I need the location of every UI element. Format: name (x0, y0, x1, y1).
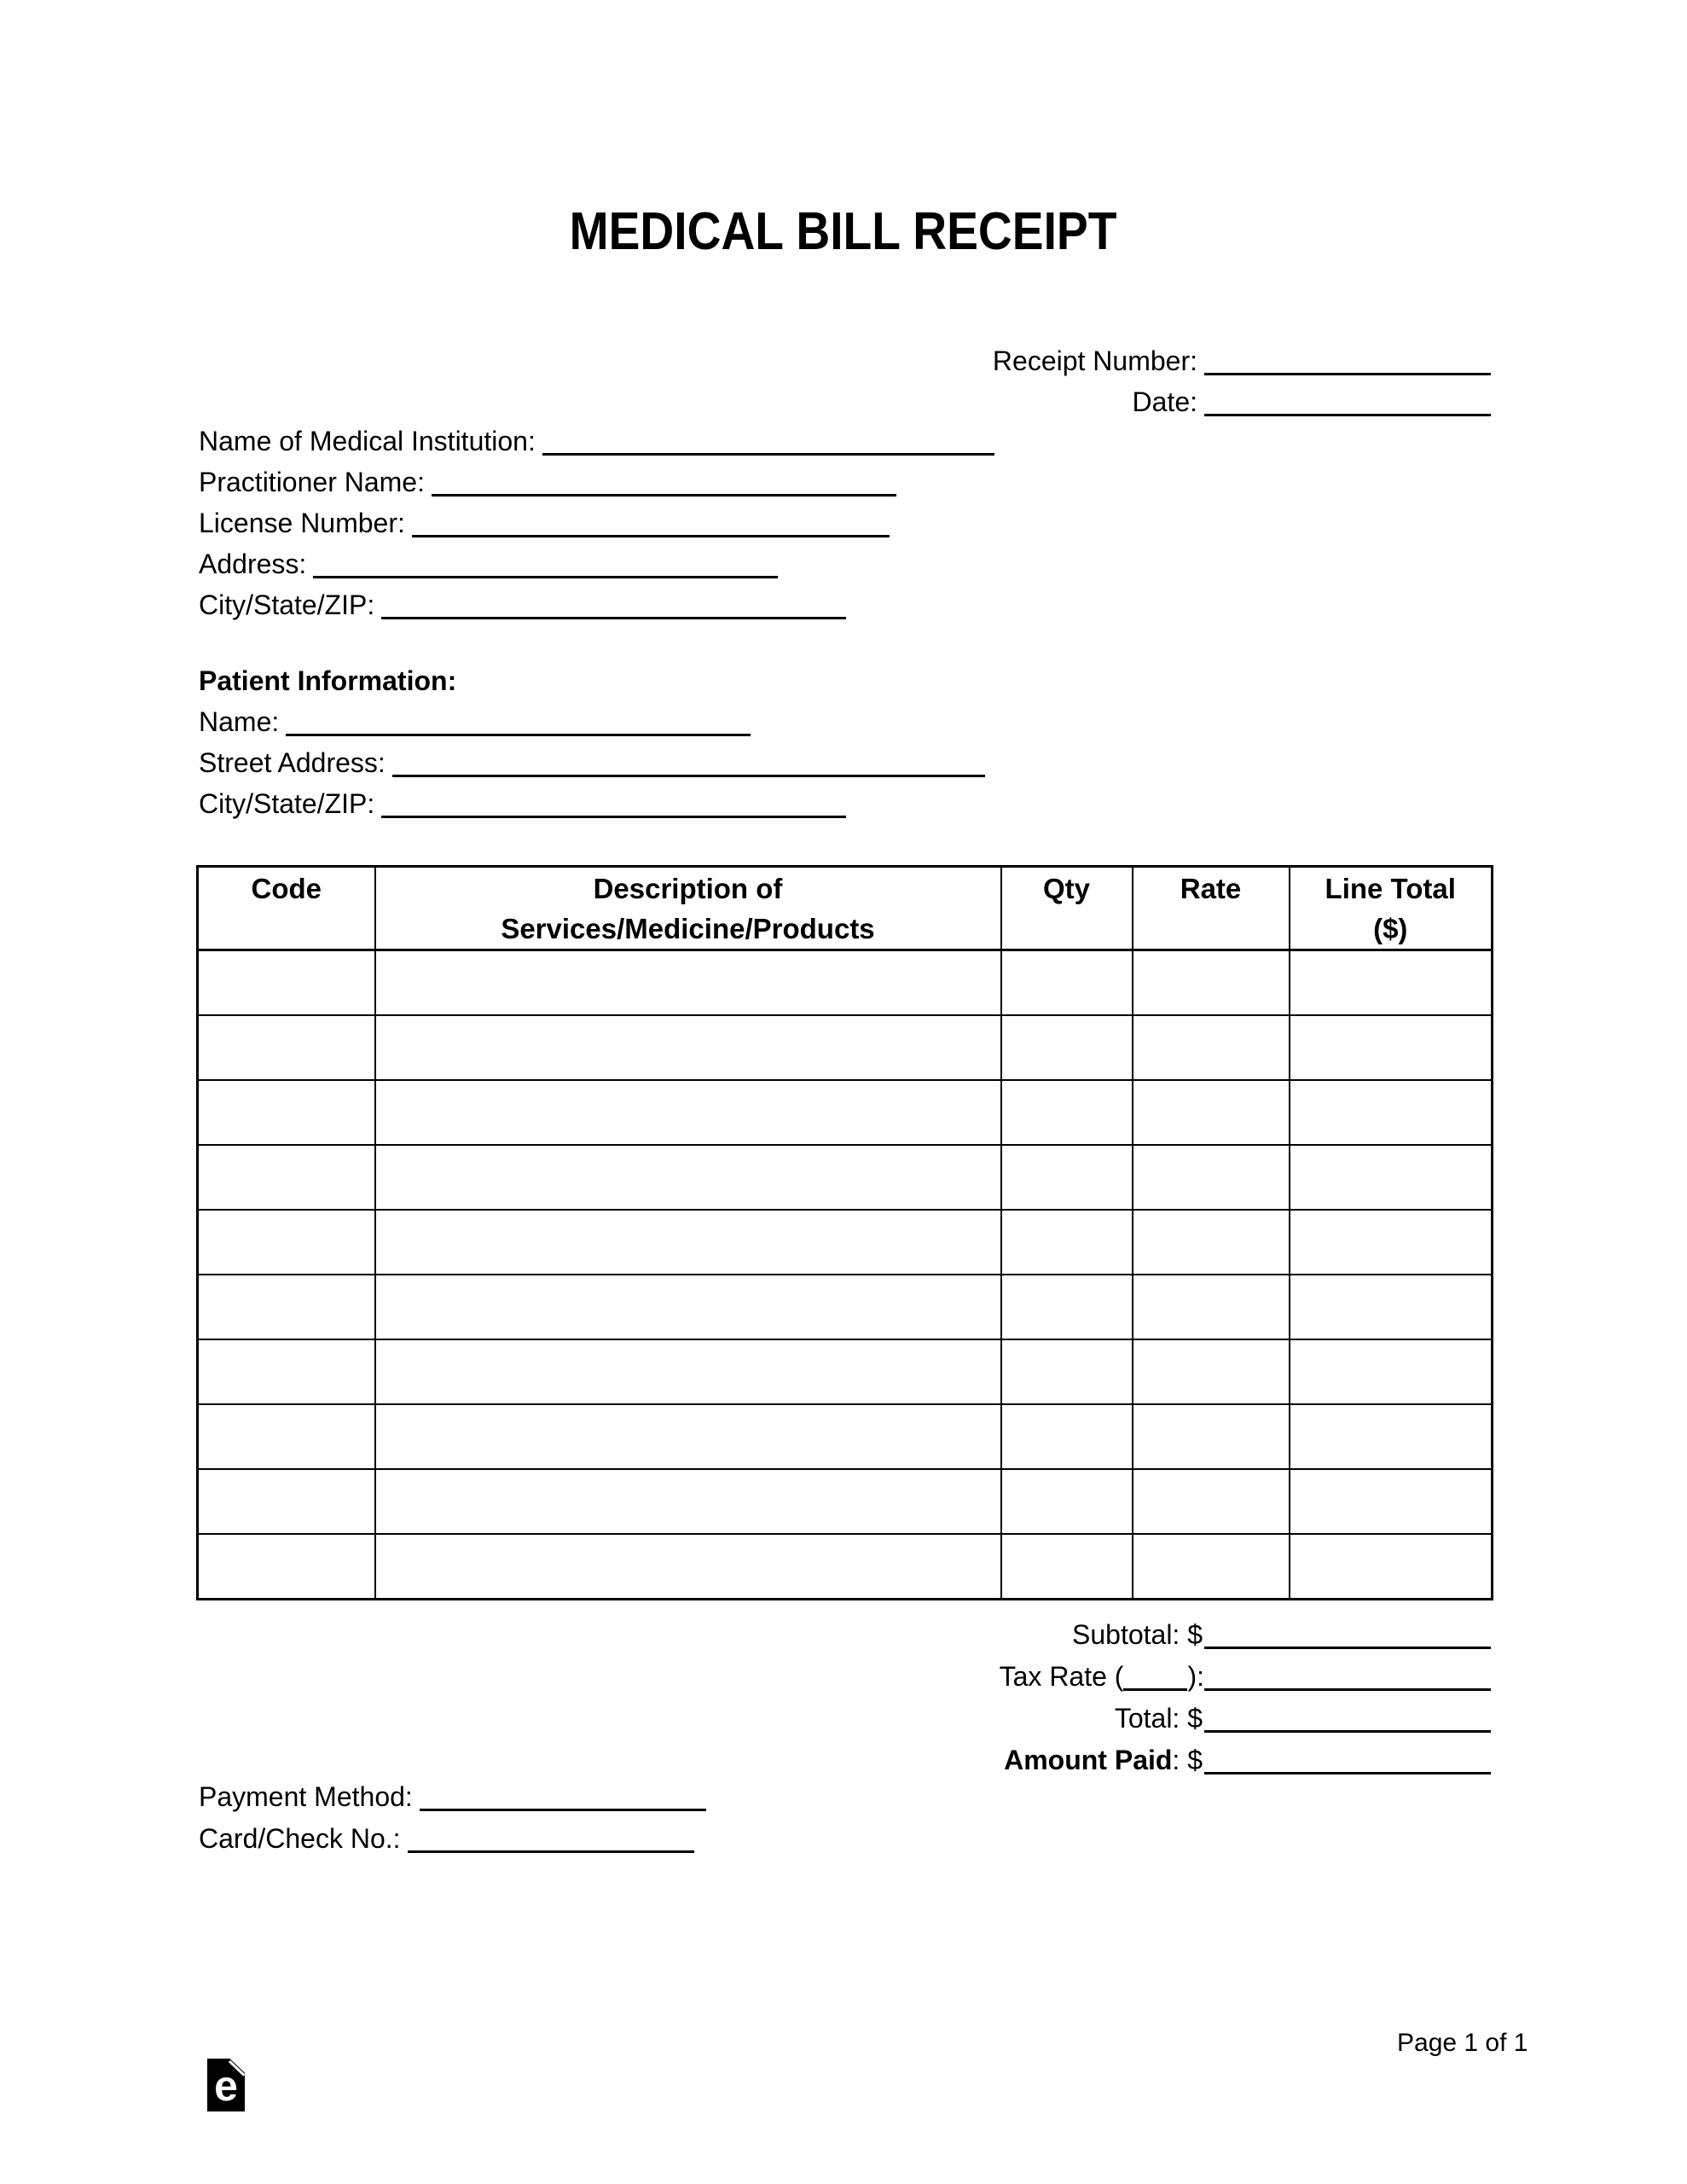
table-cell[interactable] (198, 1210, 375, 1275)
table-cell[interactable] (198, 1275, 375, 1339)
table-row (198, 1015, 1493, 1080)
patient-heading: Patient Information: (199, 665, 457, 696)
card-check-label: Card/Check No.: (199, 1823, 401, 1854)
amount-paid-blank[interactable] (1204, 1770, 1491, 1774)
date-row (993, 381, 1491, 422)
table-row (198, 1469, 1493, 1534)
total-blank[interactable] (1204, 1728, 1491, 1733)
tax-rate-row (1000, 1656, 1491, 1698)
column-header-qty-text: Qty (1042, 873, 1090, 904)
column-header-rate-text: Rate (1180, 873, 1242, 904)
table-cell[interactable] (1001, 1339, 1133, 1404)
date-blank[interactable] (1204, 412, 1491, 416)
page-title-text: MEDICAL BILL RECEIPT (570, 202, 1117, 261)
license-number-row (199, 502, 994, 543)
table-row (198, 1080, 1493, 1145)
column-header-description (375, 867, 1001, 950)
table-cell[interactable] (1001, 1080, 1133, 1145)
column-header-linetotal-line2: ($) (1373, 913, 1408, 944)
tax-rate-percent-blank[interactable] (1123, 1687, 1187, 1691)
services-table-body (198, 950, 1493, 1600)
tax-rate-suffix: ): (1187, 1661, 1204, 1692)
column-header-linetotal (1290, 867, 1493, 950)
table-cell[interactable] (375, 1210, 1001, 1275)
institution-address-row (199, 543, 994, 584)
table-cell[interactable] (375, 1145, 1001, 1210)
table-row (198, 950, 1493, 1016)
patient-name-blank[interactable] (286, 732, 751, 736)
payment-section (199, 1776, 706, 1860)
amount-paid-label: Amount Paid (1004, 1745, 1173, 1775)
patient-street-blank[interactable] (392, 773, 985, 777)
table-cell[interactable] (1133, 1015, 1290, 1080)
table-cell[interactable] (1001, 1404, 1133, 1469)
table-row (198, 1145, 1493, 1210)
date-label: Date: (1132, 386, 1197, 417)
license-number-label: License Number: (199, 508, 405, 538)
table-cell[interactable] (1290, 1210, 1493, 1275)
table-cell[interactable] (1133, 1275, 1290, 1339)
table-cell[interactable] (198, 1404, 375, 1469)
column-header-code-text: Code (251, 873, 322, 904)
amount-paid-row (1000, 1740, 1491, 1781)
page-title (0, 201, 1687, 262)
table-cell[interactable] (375, 1404, 1001, 1469)
table-cell[interactable] (1290, 1534, 1493, 1600)
payment-method-row (199, 1776, 706, 1818)
table-cell[interactable] (375, 1534, 1001, 1600)
table-cell[interactable] (1290, 1404, 1493, 1469)
table-cell[interactable] (1001, 1275, 1133, 1339)
patient-street-row (199, 742, 985, 783)
card-check-blank[interactable] (408, 1849, 694, 1853)
column-header-rate (1133, 867, 1290, 950)
table-cell[interactable] (1001, 1015, 1133, 1080)
table-cell[interactable] (1133, 1210, 1290, 1275)
totals-section (1000, 1614, 1491, 1781)
institution-citystatezip-row (199, 584, 994, 625)
table-cell[interactable] (1001, 1145, 1133, 1210)
eforms-logo (207, 2059, 245, 2111)
practitioner-name-label: Practitioner Name: (199, 467, 425, 497)
column-header-description-line1: Description of (593, 873, 783, 904)
institution-name-row (199, 421, 994, 462)
table-cell[interactable] (1290, 1339, 1493, 1404)
table-cell[interactable] (1001, 1210, 1133, 1275)
payment-method-label: Payment Method: (199, 1781, 413, 1812)
table-cell[interactable] (1133, 950, 1290, 1016)
institution-citystatezip-label: City/State/ZIP: (199, 590, 375, 620)
column-header-code (198, 867, 375, 950)
table-row (198, 1210, 1493, 1275)
subtotal-blank[interactable] (1204, 1645, 1491, 1649)
table-row (198, 1275, 1493, 1339)
patient-citystatezip-blank[interactable] (381, 814, 846, 818)
total-label: Total: $ (1114, 1703, 1203, 1734)
table-cell[interactable] (1133, 1469, 1290, 1534)
patient-name-label: Name: (199, 706, 280, 737)
table-cell[interactable] (1001, 1534, 1133, 1600)
table-cell[interactable] (375, 1275, 1001, 1339)
table-cell[interactable] (375, 1339, 1001, 1404)
table-cell[interactable] (198, 950, 375, 1016)
table-cell[interactable] (1290, 1145, 1493, 1210)
payment-method-blank[interactable] (420, 1807, 706, 1811)
column-header-qty (1001, 867, 1133, 950)
logo-letter: e (214, 2062, 238, 2110)
receipt-number-row (993, 340, 1491, 381)
services-table-header (198, 867, 1493, 950)
table-cell[interactable] (1001, 950, 1133, 1016)
subtotal-label: Subtotal: $ (1072, 1619, 1203, 1650)
receipt-number-blank[interactable] (1204, 371, 1491, 375)
column-header-description-line2: Services/Medicine/Products (501, 913, 875, 944)
table-cell[interactable] (1001, 1469, 1133, 1534)
table-row (198, 1404, 1493, 1469)
patient-citystatezip-row (199, 783, 985, 824)
table-cell[interactable] (198, 1469, 375, 1534)
license-number-blank[interactable] (412, 533, 890, 537)
institution-address-blank[interactable] (313, 574, 778, 578)
table-cell[interactable] (1290, 1275, 1493, 1339)
table-cell[interactable] (1290, 950, 1493, 1016)
table-cell[interactable] (375, 950, 1001, 1016)
page-indicator: Page 1 of 1 (1397, 2029, 1528, 2057)
subtotal-row (1000, 1614, 1491, 1656)
institution-citystatezip-blank[interactable] (381, 615, 846, 619)
header-row (198, 867, 1493, 950)
practitioner-name-row (199, 462, 994, 502)
table-cell[interactable] (1133, 1339, 1290, 1404)
table-cell[interactable] (375, 1015, 1001, 1080)
card-check-row (199, 1818, 706, 1860)
table-cell[interactable] (198, 1015, 375, 1080)
table-cell[interactable] (198, 1339, 375, 1404)
amount-paid-suffix: : $ (1172, 1745, 1203, 1775)
table-cell[interactable] (198, 1080, 375, 1145)
table-cell[interactable] (198, 1534, 375, 1600)
services-table (196, 865, 1493, 1600)
patient-name-row (199, 701, 985, 742)
patient-section (199, 660, 985, 824)
receipt-meta-block (993, 340, 1491, 422)
table-cell[interactable] (1133, 1404, 1290, 1469)
institution-address-label: Address: (199, 549, 307, 579)
practitioner-name-blank[interactable] (432, 492, 896, 497)
receipt-number-label: Receipt Number: (992, 346, 1197, 376)
table-row (198, 1534, 1493, 1600)
table-cell[interactable] (1133, 1534, 1290, 1600)
institution-name-blank[interactable] (542, 451, 994, 456)
tax-rate-amount-blank[interactable] (1204, 1687, 1491, 1691)
table-cell[interactable] (1133, 1080, 1290, 1145)
table-cell[interactable] (1290, 1080, 1493, 1145)
tax-rate-prefix: Tax Rate ( (999, 1661, 1124, 1692)
patient-citystatezip-label: City/State/ZIP: (199, 788, 375, 819)
table-cell[interactable] (1133, 1145, 1290, 1210)
table-row (198, 1339, 1493, 1404)
table-cell[interactable] (375, 1080, 1001, 1145)
institution-name-label: Name of Medical Institution: (199, 426, 536, 456)
table-cell[interactable] (1290, 1015, 1493, 1080)
table-cell[interactable] (1290, 1469, 1493, 1534)
table-cell[interactable] (198, 1145, 375, 1210)
table-cell[interactable] (375, 1469, 1001, 1534)
institution-section (199, 421, 994, 625)
patient-street-label: Street Address: (199, 747, 386, 778)
column-header-linetotal-line1: Line Total (1325, 873, 1456, 904)
total-row (1000, 1698, 1491, 1740)
